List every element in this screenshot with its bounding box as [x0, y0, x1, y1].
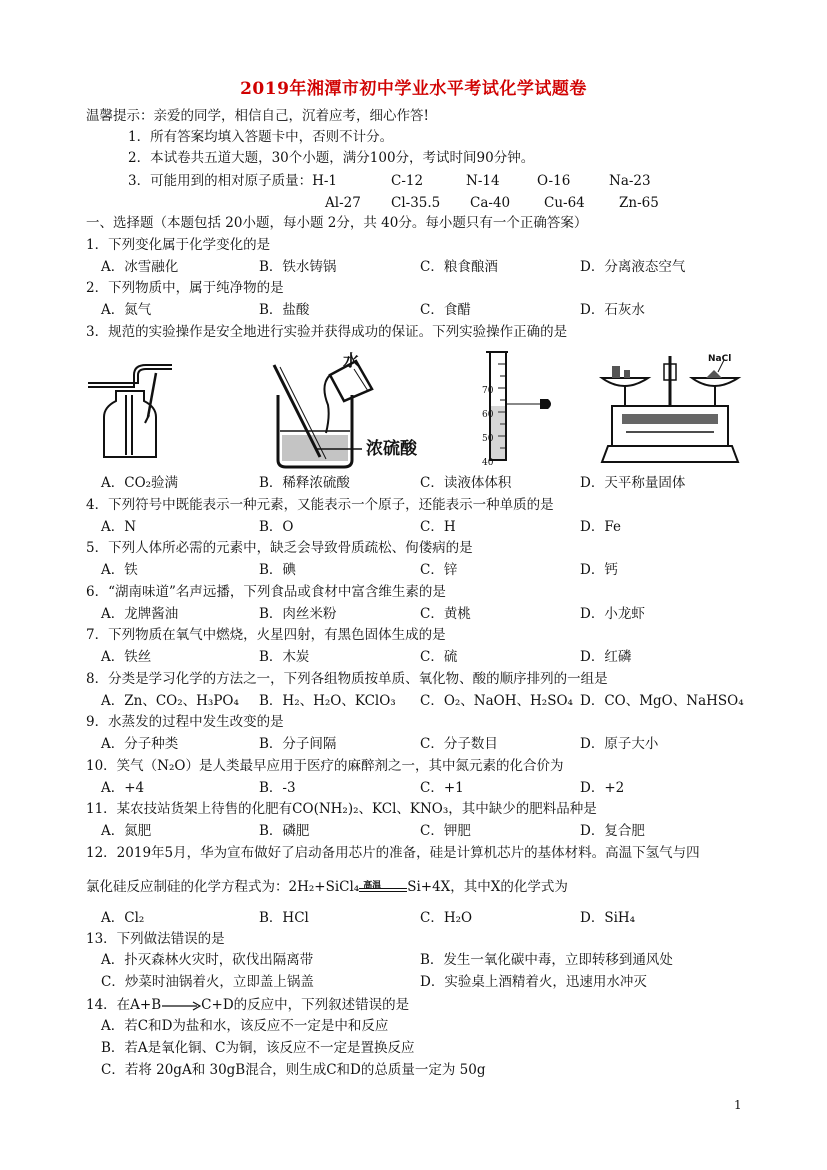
question-stem: 5．下列人体所必需的元素中，缺乏会导致骨质疏松、佝偻病的是	[86, 540, 473, 556]
equation-left: 氯化硅反应制硅的化学方程式为：2H₂+SiCl₄	[86, 879, 360, 895]
option-d: D．小龙虾	[580, 606, 645, 622]
option-b: B．H₂、H₂O、KClO₃	[259, 693, 396, 709]
question-stem: 13．下列做法错误的是	[86, 931, 225, 947]
option-b: B．铁水铸锅	[259, 259, 337, 275]
reaction-arrow-icon	[161, 1001, 201, 1011]
option-c: C．分子数目	[420, 736, 498, 752]
tip-item-1: 1．所有答案均填入答题卡中，否则不计分。	[128, 129, 394, 145]
reaction-condition-arrow	[359, 879, 407, 897]
question-stem: 7．下列物质在氧气中燃烧，火星四射，有黑色固体生成的是	[86, 627, 446, 643]
option-c: C．食醋	[420, 302, 471, 318]
atomic-mass: Zn-65	[619, 195, 659, 211]
option-d: D．天平称量固体	[580, 475, 686, 491]
option-c: C．锌	[420, 562, 458, 578]
section-heading: 一、选择题（本题包括 20小题，每小题 2分，共 40分。每小题只有一个正确答案）	[86, 215, 588, 231]
tip-item-2: 2．本试卷共五道大题，30个小题，满分100分，考试时间90分钟。	[128, 150, 535, 166]
option-a: A．N	[101, 519, 137, 535]
option-c: C．O₂、NaOH、H₂SO₄	[420, 693, 573, 709]
nacl-label: NaCl	[708, 354, 732, 364]
atomic-mass: Na-23	[609, 173, 651, 189]
option-b: B．盐酸	[259, 302, 310, 318]
tick-label: 60	[482, 410, 494, 420]
option-a: A．氮气	[101, 302, 152, 318]
option-b: B．肉丝米粉	[259, 606, 337, 622]
atomic-mass: O-16	[537, 173, 571, 189]
tick-label: 50	[482, 434, 494, 444]
option-b: B．发生一氧化碳中毒，立即转移到通风处	[420, 952, 673, 968]
option-a: A．Cl₂	[101, 910, 145, 926]
exam-title: 2019年湘潭市初中学业水平考试化学试题卷	[240, 79, 587, 99]
option-d: D．实验桌上酒精着火，迅速用水冲灭	[420, 974, 647, 990]
equation-right: Si+4X，其中X的化学式为	[407, 879, 568, 895]
tips-intro: 温馨提示：亲爱的同学，相信自己，沉着应考，细心作答!	[86, 108, 429, 124]
question-stem	[86, 996, 409, 1014]
option-a: A．龙牌酱油	[101, 606, 179, 622]
option-a: A．铁丝	[101, 649, 152, 665]
option-a: A．冰雪融化	[101, 259, 179, 275]
option-d: D．Fe	[580, 519, 621, 535]
tick-label: 40	[482, 458, 494, 468]
atomic-mass: Cu-64	[544, 195, 585, 211]
question-stem: 2．下列物质中，属于纯净物的是	[86, 280, 284, 296]
tick-label: 70	[482, 386, 494, 396]
option-d: D．原子大小	[580, 736, 659, 752]
option-d: D．石灰水	[580, 302, 645, 318]
water-label: 水	[343, 351, 360, 370]
option-a: A．CO₂验满	[101, 475, 179, 491]
option-b: B．O	[259, 519, 294, 535]
co2-collection-figure	[86, 355, 176, 460]
acid-label: 浓硫酸	[366, 439, 417, 459]
atomic-mass: Ca-40	[470, 195, 511, 211]
option-a: A．铁	[101, 562, 138, 578]
option-b: B．HCl	[259, 910, 309, 926]
question-stem: 11．某农技站货架上待售的化肥有CO(NH₂)₂、KCl、KNO₃，其中缺少的肥料品种是	[86, 801, 597, 817]
option-a: A．扑灭森林火灾时，砍伐出隔离带	[101, 952, 314, 968]
option-a: A．氮肥	[101, 823, 152, 839]
question-stem: 9．水蒸发的过程中发生改变的是	[86, 714, 284, 730]
question-stem: 8．分类是学习化学的方法之一，下列各组物质按单质、氧化物、酸的顺序排列的一组是	[86, 671, 608, 687]
option-c: C．读液体体积	[420, 475, 512, 491]
option-d: D．红磷	[580, 649, 632, 665]
atomic-mass: C-12	[391, 173, 424, 189]
option-d: D．钙	[580, 562, 618, 578]
question-stem: 1．下列变化属于化学变化的是	[86, 237, 271, 253]
stem-part-2: C+D的反应中，下列叙述错误的是	[201, 997, 410, 1013]
option-b: B．稀释浓硫酸	[259, 475, 350, 491]
option-a: A．若C和D为盐和水，该反应不一定是中和反应	[101, 1018, 389, 1034]
tip-item-3: 3．可能用到的相对原子质量：H-1	[128, 173, 338, 189]
option-c: C．粮食酿酒	[420, 259, 498, 275]
option-c: C．若将 20gA和 30gB混合，则生成C和D的总质量一定为 50g	[101, 1062, 486, 1078]
option-b: B．碘	[259, 562, 296, 578]
atomic-mass: N-14	[466, 173, 500, 189]
stem-part-1: 14．在A+B	[86, 997, 162, 1013]
option-c: C．H	[420, 519, 456, 535]
option-c: C．硫	[420, 649, 458, 665]
question-stem: 10．笑气（N₂O）是人类最早应用于医疗的麻醉剂之一，其中氮元素的化合价为	[86, 758, 564, 774]
atomic-mass: Al-27	[325, 195, 361, 211]
question-stem-continued	[86, 878, 568, 897]
option-b: B．-3	[259, 780, 296, 796]
atomic-mass: Cl-35.5	[391, 195, 441, 211]
option-d: D．复合肥	[580, 823, 645, 839]
option-c: C．炒菜时油锅着火，立即盖上锅盖	[101, 974, 314, 990]
option-d: D．CO、MgO、NaHSO₄	[580, 693, 744, 709]
option-b: B．若A是氧化铜、C为铜，该反应不一定是置换反应	[101, 1040, 415, 1056]
question-stem: 6．“湖南味道”名声远播，下列食品或食材中富含维生素的是	[86, 584, 446, 600]
question-stem: 4．下列符号中既能表示一种元素，又能表示一个原子，还能表示一种单质的是	[86, 497, 554, 513]
question-stem: 12．2019年5月，华为宣布做好了启动备用芯片的准备，硅是计算机芯片的基体材料。高温下氢气与四	[86, 845, 700, 861]
option-c: C．+1	[420, 780, 464, 796]
option-b: B．木炭	[259, 649, 310, 665]
option-c: C．黄桃	[420, 606, 471, 622]
option-a: A．分子种类	[101, 736, 179, 752]
option-b: B．磷肥	[259, 823, 310, 839]
option-b: B．分子间隔	[259, 736, 337, 752]
option-d: D．SiH₄	[580, 910, 636, 926]
option-d: D．+2	[580, 780, 625, 796]
option-a: A．+4	[101, 780, 145, 796]
option-a: A．Zn、CO₂、H₃PO₄	[101, 693, 239, 709]
reaction-condition: 高温	[363, 880, 382, 891]
option-d: D．分离液态空气	[580, 259, 686, 275]
question-stem: 3．规范的实验操作是安全地进行实验并获得成功的保证。下列实验操作正确的是	[86, 324, 568, 340]
option-c: C．H₂O	[420, 910, 473, 926]
page-number: 1	[734, 1098, 742, 1112]
option-c: C．钾肥	[420, 823, 471, 839]
